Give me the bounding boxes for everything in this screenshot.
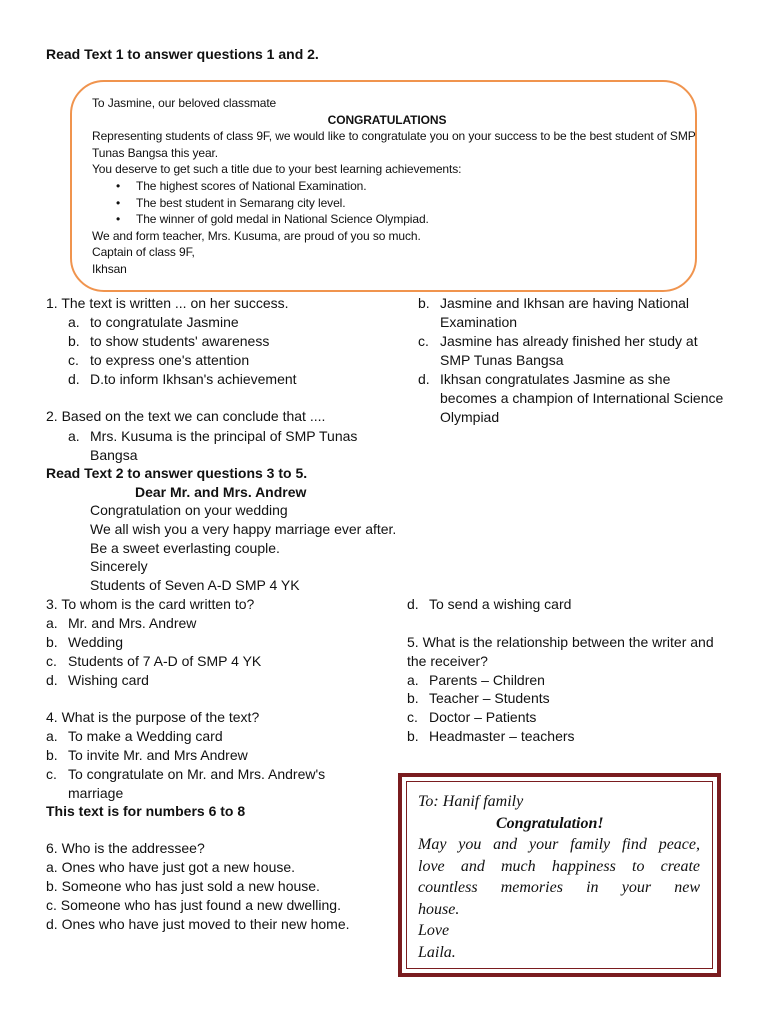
- heading-text-3: This text is for numbers 6 to 8: [46, 803, 246, 819]
- q4-option-c-cont: marriage: [68, 785, 124, 801]
- text2-line: Sincerely: [90, 558, 148, 574]
- q5-option-a: a. Parents – Children: [407, 672, 545, 688]
- text1-greeting: To Jasmine, our beloved classmate: [92, 96, 277, 110]
- q2-option-a-cont: Bangsa: [90, 447, 138, 463]
- q2-option-b: b. Jasmine and Ikhsan are having National: [418, 295, 690, 311]
- q5-option-c: c. Doctor – Patients: [407, 709, 537, 725]
- q5-option-d: b. Headmaster – teachers: [407, 728, 575, 744]
- card-body-line: May you and your family find peace,: [418, 836, 700, 853]
- q5-stem: 5. What is the relationship between the writer and: [407, 634, 714, 650]
- q2-option-d-cont: becomes a champion of International Science: [440, 390, 724, 406]
- q1-option-a: a. to congratulate Jasmine: [68, 314, 239, 330]
- text2-title: Dear Mr. and Mrs. Andrew: [135, 484, 307, 500]
- q3-option-b: b. Wedding: [46, 634, 124, 650]
- q1-option-b: b. to show students' awareness: [68, 333, 270, 349]
- q4-option-c: c. To congratulate on Mr. and Mrs. Andrew's: [46, 766, 326, 782]
- q4-option-b: b. To invite Mr. and Mrs Andrew: [46, 747, 248, 763]
- card-closing: Love: [418, 922, 450, 939]
- q1-stem: 1. The text is written ... on her success.: [46, 295, 289, 311]
- text1-signer: Ikhsan: [92, 261, 127, 276]
- text1-bullet-item: • The highest scores of National Examination.: [136, 178, 682, 195]
- heading-text-2: Read Text 2 to answer questions 3 to 5.: [46, 465, 308, 481]
- text2-line: We all wish you a very happy marriage ever after.: [90, 521, 397, 537]
- text1-line3: You deserve to get such a title due to your best learning achievements:: [92, 162, 462, 177]
- q4-stem: 4. What is the purpose of the text?: [46, 709, 260, 725]
- card-body-line: countless memories in your new: [418, 879, 700, 896]
- text1-bullet-item: • The best student in Semarang city level.: [136, 195, 682, 212]
- card-signer: Laila.: [418, 943, 456, 961]
- text2-line: Students of Seven A-D SMP 4 YK: [90, 577, 300, 593]
- card-recipient: To: Hanif family: [418, 793, 524, 810]
- q3-stem: 3. To whom is the card written to?: [46, 596, 255, 612]
- q2-option-c: c. Jasmine has already finished her study at: [418, 333, 698, 349]
- q6-option-b: b. Someone who has just sold a new house.: [46, 878, 320, 894]
- q1-option-d: d. D.to inform Ikhsan's achievement: [68, 371, 297, 387]
- text1-line2: Tunas Bangsa this year.: [92, 145, 218, 160]
- q6-stem: 6. Who is the addressee?: [46, 840, 205, 856]
- q2-option-a: a. Mrs. Kusuma is the principal of SMP Tunas: [68, 428, 358, 444]
- q3-option-a: a. Mr. and Mrs. Andrew: [46, 615, 197, 631]
- text1-line4: We and form teacher, Mrs. Kusuma, are proud of you so much.: [92, 228, 421, 243]
- q5-stem-cont: the receiver?: [407, 653, 488, 669]
- text2-line: Congratulation on your wedding: [90, 502, 288, 518]
- q2-option-d-cont2: Olympiad: [440, 409, 500, 425]
- q2-option-d: d. Ikhsan congratulates Jasmine as she: [418, 371, 671, 387]
- q4-option-d: d. To send a wishing card: [407, 596, 572, 612]
- text1-title: CONGRATULATIONS: [327, 112, 447, 127]
- greeting-card-text: [418, 791, 700, 963]
- q1-option-c: c. to express one's attention: [68, 352, 250, 368]
- q6-option-d: d. Ones who have just moved to their new home.: [46, 916, 350, 932]
- q2-option-c-cont: SMP Tunas Bangsa: [440, 352, 564, 368]
- text2-line: Be a sweet everlasting couple.: [90, 540, 280, 556]
- text1-bullet-item: • The winner of gold medal in National Science Olympiad.: [136, 211, 682, 228]
- card-title: Congratulation!: [496, 814, 604, 832]
- q5-option-b: b. Teacher – Students: [407, 690, 550, 706]
- card-body-line: love and much happiness to create: [418, 857, 700, 875]
- q4-option-a: a. To make a Wedding card: [46, 728, 223, 744]
- text1-bullet-list: [92, 178, 682, 228]
- q2-option-b-cont: Examination: [440, 314, 518, 330]
- q2-stem: 2. Based on the text we can conclude that ....: [46, 408, 326, 424]
- text1-content: [92, 95, 696, 278]
- q6-option-c: c. Someone who has just found a new dwelling.: [46, 897, 341, 913]
- heading-text-1: Read Text 1 to answer questions 1 and 2.: [46, 46, 319, 62]
- text1-signoff: Captain of class 9F,: [92, 245, 195, 260]
- card-body-last: house.: [418, 900, 460, 918]
- q6-option-a: a. Ones who have just got a new house.: [46, 859, 296, 875]
- q3-option-c: c. Students of 7 A-D of SMP 4 YK: [46, 653, 262, 669]
- q3-option-d: d. Wishing card: [46, 672, 149, 688]
- text1-line1: Representing students of class 9F, we would like to congratulate you on your success to be the best student of SMP: [92, 129, 696, 144]
